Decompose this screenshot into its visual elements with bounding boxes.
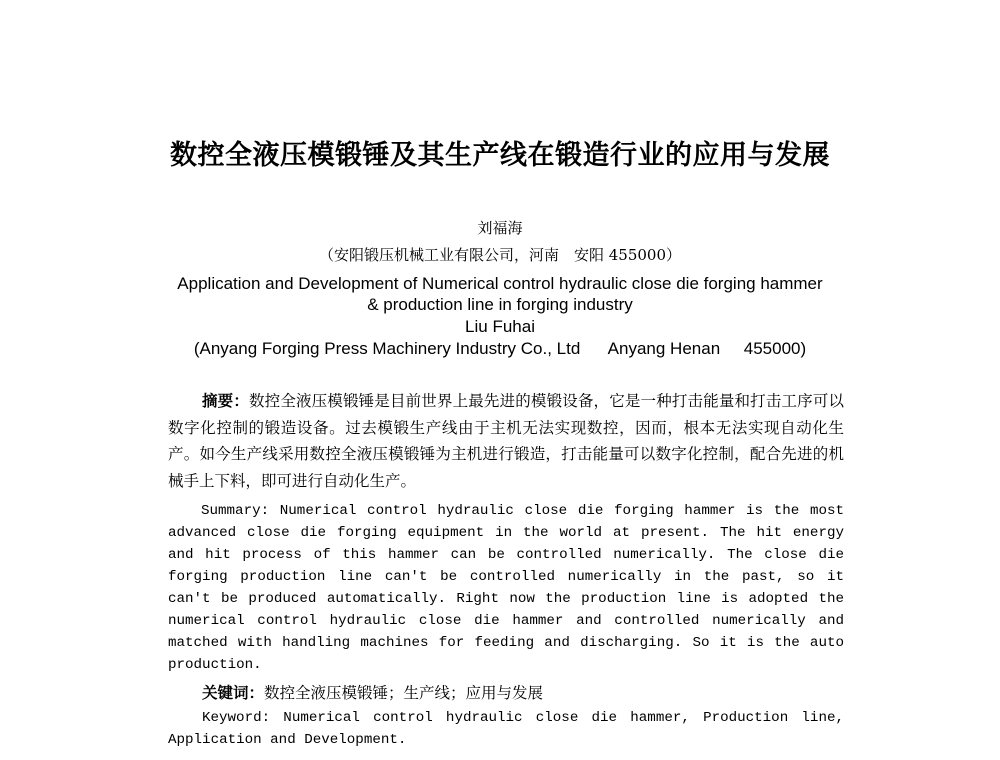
- abstract-chinese: [168, 388, 844, 494]
- keywords-english: Keyword: Numerical control hydraulic close die hammer, Production line, Application and Development.: [168, 710, 844, 748]
- paper-title-english-line2: & production line in forging industry: [367, 295, 633, 314]
- keywords-label-chinese: 关键词：: [202, 683, 265, 702]
- paper-title-english: [0, 273, 1000, 315]
- affiliation-chinese: （安阳锻压机械工业有限公司，河南 安阳 455000）: [318, 246, 682, 264]
- affiliation-english: (Anyang Forging Press Machinery Industry Co., Ltd Anyang Henan 455000): [193, 339, 807, 358]
- paper-title-chinese: 数控全液压模锻锤及其生产线在锻造行业的应用与发展: [170, 140, 830, 171]
- abstract-english: Summary: Numerical control hydraulic close die forging hammer is the most advanced close die forging equipment in the world at present. The hit energy and hit process of this hammer can be controlled numerically. The close die forging production line can't be controlled numerically in the past, so it can't be produced automatically. Right now the production line is adopted the numerical control hydraulic close die hammer and controlled numerically and matched with handling machines for feeding and discharging. So it is the auto production.: [168, 503, 844, 673]
- keywords-chinese: [202, 682, 543, 704]
- abstract-text-chinese: 数控全液压模锻锤是目前世界上最先进的模锻设备，它是一种打击能量和打击工序可以数字化控制的锻造设备。过去模锻生产线由于主机无法实现数控，因而，根本无法实现自动化生产。如今生产线采用数控全液压模锻锤为主机进行锻造，打击能量可以数字化控制，配合先进的机械手上下料，即可进行自动化生产。: [168, 392, 844, 490]
- keywords-text-chinese: 数控全液压模锻锤；生产线；应用与发展: [264, 684, 544, 702]
- author-name-chinese: 刘福海: [477, 219, 523, 237]
- paper-title-english-line1: Application and Development of Numerical control hydraulic close die forging hammer: [177, 274, 823, 293]
- author-name-english: Liu Fuhai: [465, 317, 535, 336]
- abstract-label-chinese: 摘要：: [202, 391, 249, 410]
